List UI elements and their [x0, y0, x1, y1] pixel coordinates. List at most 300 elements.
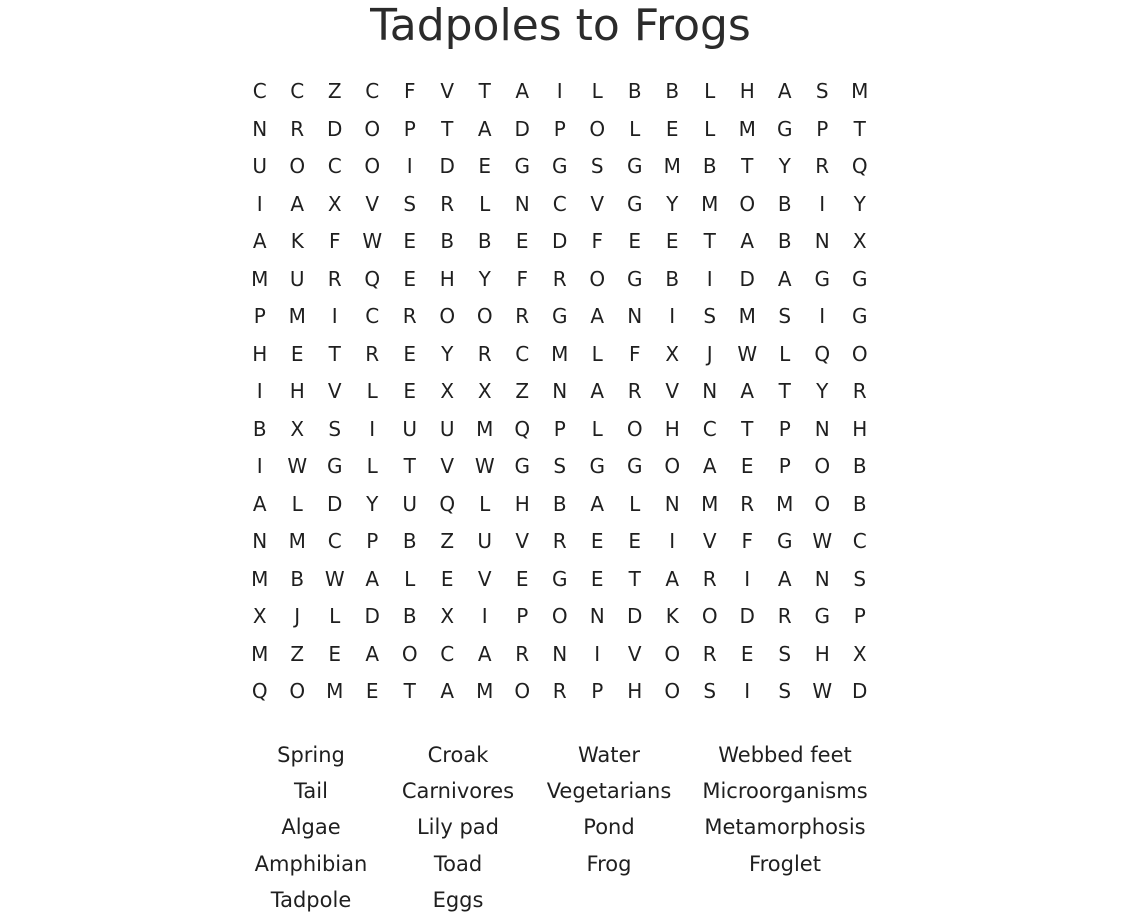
grid-cell[interactable]: Y — [478, 266, 491, 291]
grid-cell[interactable]: U — [402, 491, 418, 516]
grid-cell[interactable]: M — [251, 566, 269, 591]
grid-cell[interactable]: J — [294, 604, 301, 628]
grid-cell[interactable]: T — [403, 679, 416, 703]
grid-cell[interactable]: C — [440, 641, 455, 666]
grid-cell[interactable]: I — [406, 154, 413, 178]
grid-cell[interactable]: C — [327, 154, 342, 178]
grid-cell[interactable]: L — [629, 491, 641, 516]
grid-cell[interactable]: C — [252, 79, 267, 103]
grid-cell[interactable]: G — [852, 266, 868, 291]
grid-cell[interactable]: S — [328, 416, 342, 441]
grid-cell[interactable]: L — [479, 191, 491, 216]
grid-cell[interactable]: O — [289, 679, 306, 703]
grid-cell[interactable]: M — [288, 529, 306, 553]
grid-cell[interactable]: B — [440, 229, 455, 253]
word-list-item: Frog — [586, 852, 632, 876]
grid-cell[interactable]: V — [365, 191, 380, 216]
grid-cell[interactable]: A — [777, 266, 792, 291]
grid-cell[interactable]: R — [702, 566, 717, 591]
grid-cell[interactable]: A — [777, 79, 792, 103]
grid-cell[interactable]: I — [256, 454, 263, 478]
grid-cell[interactable]: T — [441, 116, 454, 141]
grid-cell[interactable]: O — [664, 454, 681, 478]
grid-cell[interactable]: T — [403, 454, 416, 478]
grid-cell[interactable]: L — [366, 454, 378, 478]
grid-cell[interactable]: A — [777, 566, 792, 591]
grid-cell[interactable]: F — [628, 341, 641, 366]
grid-cell[interactable]: C — [515, 341, 530, 366]
grid-cell[interactable]: A — [290, 191, 305, 216]
grid-cell[interactable]: R — [852, 379, 867, 403]
grid-cell[interactable]: Z — [290, 641, 305, 666]
grid-cell[interactable]: U — [439, 416, 455, 441]
grid-cell[interactable]: I — [594, 641, 601, 666]
grid-cell[interactable]: D — [364, 604, 380, 628]
word-list-item: Toad — [433, 852, 483, 876]
grid-cell[interactable]: S — [703, 304, 717, 328]
grid-cell[interactable]: H — [664, 416, 680, 441]
grid-cell[interactable]: D — [552, 229, 568, 253]
grid-cell[interactable]: V — [327, 379, 342, 403]
grid-cell[interactable]: P — [403, 116, 416, 141]
grid-cell[interactable]: L — [591, 416, 603, 441]
grid-cell[interactable]: L — [366, 379, 378, 403]
grid-cell[interactable]: X — [290, 416, 305, 441]
grid-cell[interactable]: R — [402, 304, 417, 328]
grid-cell[interactable]: G — [777, 116, 793, 141]
grid-cell[interactable]: I — [256, 379, 263, 403]
grid-cell[interactable]: M — [701, 491, 719, 516]
grid-cell[interactable]: P — [816, 116, 829, 141]
grid-cell[interactable]: F — [741, 529, 753, 553]
grid-cell[interactable]: B — [402, 529, 417, 553]
grid-cell[interactable]: M — [476, 416, 494, 441]
grid-cell[interactable]: A — [740, 379, 755, 403]
grid-cell[interactable]: C — [327, 529, 342, 553]
grid-cell[interactable]: E — [328, 641, 342, 666]
grid-cell[interactable]: S — [853, 566, 867, 591]
grid-cell[interactable]: G — [627, 266, 643, 291]
grid-cell[interactable]: X — [252, 604, 267, 628]
grid-cell[interactable]: F — [403, 79, 416, 103]
grid-cell[interactable]: R — [290, 116, 305, 141]
grid-cell[interactable]: D — [739, 266, 755, 291]
grid-cell[interactable]: F — [591, 229, 603, 253]
word-list-item: Algae — [281, 815, 341, 839]
grid-cell[interactable]: N — [627, 304, 643, 328]
grid-cell[interactable]: O — [364, 116, 381, 141]
grid-cell[interactable]: S — [778, 641, 792, 666]
grid-cell[interactable]: Z — [440, 529, 455, 553]
grid-cell[interactable]: B — [402, 604, 417, 628]
grid-cell[interactable]: S — [590, 154, 604, 178]
grid-cell[interactable]: Q — [851, 154, 868, 178]
grid-cell[interactable]: X — [440, 604, 455, 628]
grid-cell[interactable]: T — [328, 341, 341, 366]
grid-cell[interactable]: E — [515, 566, 529, 591]
grid-cell[interactable]: O — [514, 679, 531, 703]
grid-cell[interactable]: W — [287, 454, 308, 478]
grid-cell[interactable]: L — [404, 566, 416, 591]
grid-cell[interactable]: N — [552, 641, 568, 666]
word-list-item: Lily pad — [416, 815, 499, 839]
grid-cell[interactable]: N — [814, 416, 830, 441]
grid-cell[interactable]: O — [289, 154, 306, 178]
grid-cell[interactable]: V — [627, 641, 642, 666]
word-list-item: Webbed feet — [718, 743, 852, 767]
grid-cell[interactable]: V — [440, 454, 455, 478]
grid-cell[interactable]: A — [590, 304, 605, 328]
grid-cell[interactable]: I — [669, 304, 676, 328]
grid-cell[interactable]: S — [403, 191, 417, 216]
grid-cell[interactable]: I — [556, 79, 563, 103]
grid-cell[interactable]: D — [852, 679, 868, 703]
grid-cell[interactable]: M — [701, 191, 719, 216]
grid-cell[interactable]: E — [515, 229, 529, 253]
grid-cell[interactable]: M — [663, 154, 681, 178]
grid-cell[interactable]: N — [664, 491, 680, 516]
grid-cell[interactable]: Y — [853, 191, 866, 216]
grid-cell[interactable]: L — [629, 116, 641, 141]
grid-cell[interactable]: G — [627, 154, 643, 178]
grid-cell[interactable]: S — [778, 679, 792, 703]
grid-cell[interactable]: H — [852, 416, 868, 441]
grid-cell[interactable]: I — [331, 304, 338, 328]
grid-cell[interactable]: L — [591, 341, 603, 366]
grid-cell[interactable]: E — [665, 229, 679, 253]
grid-cell[interactable]: E — [665, 116, 679, 141]
grid-cell[interactable]: I — [706, 266, 713, 291]
grid-cell[interactable]: Y — [666, 191, 679, 216]
grid-cell[interactable]: Y — [366, 491, 379, 516]
grid-cell[interactable]: C — [365, 79, 380, 103]
grid-cell[interactable]: R — [777, 604, 792, 628]
grid-cell[interactable]: T — [628, 566, 641, 591]
grid-cell[interactable]: V — [477, 566, 492, 591]
grid-cell[interactable]: H — [439, 266, 455, 291]
grid-cell[interactable]: A — [515, 79, 530, 103]
grid-cell[interactable]: L — [704, 116, 716, 141]
grid-cell[interactable]: G — [552, 154, 568, 178]
grid-cell[interactable]: O — [664, 641, 681, 666]
word-list-item: Croak — [427, 743, 489, 767]
grid-cell[interactable]: A — [477, 641, 492, 666]
grid-cell[interactable]: L — [779, 341, 791, 366]
grid-cell[interactable]: M — [851, 79, 869, 103]
grid-cell[interactable]: G — [514, 454, 530, 478]
grid-cell[interactable]: U — [477, 529, 493, 553]
grid-cell[interactable]: I — [744, 566, 751, 591]
grid-cell[interactable]: C — [290, 79, 305, 103]
grid-cell[interactable]: V — [515, 529, 530, 553]
grid-cell[interactable]: D — [514, 116, 530, 141]
grid-cell[interactable]: S — [778, 304, 792, 328]
grid-cell[interactable]: O — [814, 454, 831, 478]
grid-cell[interactable]: H — [814, 641, 830, 666]
grid-cell[interactable]: L — [704, 79, 716, 103]
grid-cell[interactable]: W — [812, 529, 833, 553]
grid-cell[interactable]: W — [737, 341, 758, 366]
grid-cell[interactable]: I — [819, 304, 826, 328]
grid-cell[interactable]: W — [362, 229, 383, 253]
grid-cell[interactable]: E — [740, 641, 754, 666]
grid-cell[interactable]: R — [552, 266, 567, 291]
grid-cell[interactable]: X — [852, 641, 867, 666]
word-list-item: Water — [577, 743, 641, 767]
grid-cell[interactable]: H — [739, 79, 755, 103]
grid-cell[interactable]: P — [853, 604, 866, 628]
grid-cell[interactable]: I — [481, 604, 488, 628]
grid-cell[interactable]: M — [738, 116, 756, 141]
grid-cell[interactable]: L — [479, 491, 491, 516]
grid-cell[interactable]: P — [591, 679, 604, 703]
grid-cell[interactable]: G — [552, 304, 568, 328]
grid-cell[interactable]: R — [740, 491, 755, 516]
grid-cell[interactable]: A — [477, 116, 492, 141]
grid-cell[interactable]: N — [702, 379, 718, 403]
grid-cell[interactable]: E — [403, 379, 417, 403]
grid-cell[interactable]: X — [440, 379, 455, 403]
grid-cell[interactable]: B — [552, 491, 567, 516]
grid-cell[interactable]: F — [328, 229, 341, 253]
grid-cell[interactable]: R — [365, 341, 380, 366]
grid-cell[interactable]: E — [628, 529, 642, 553]
grid-cell[interactable]: E — [740, 454, 754, 478]
grid-cell[interactable]: O — [664, 679, 681, 703]
grid-cell[interactable]: R — [702, 641, 717, 666]
grid-cell[interactable]: N — [514, 191, 530, 216]
grid-cell[interactable]: A — [365, 641, 380, 666]
grid-cell[interactable]: H — [289, 379, 305, 403]
grid-cell[interactable]: Q — [251, 679, 268, 703]
grid-cell[interactable]: M — [738, 304, 756, 328]
grid-cell[interactable]: C — [552, 191, 567, 216]
grid-cell[interactable]: E — [440, 566, 454, 591]
word-list-item: Eggs — [432, 888, 484, 912]
grid-cell[interactable]: I — [819, 191, 826, 216]
grid-cell[interactable]: J — [706, 341, 713, 366]
grid-cell[interactable]: G — [627, 191, 643, 216]
grid-cell[interactable]: C — [702, 416, 717, 441]
grid-cell[interactable]: E — [590, 566, 604, 591]
grid-cell[interactable]: G — [327, 454, 343, 478]
grid-cell[interactable]: T — [741, 416, 754, 441]
grid-cell[interactable]: E — [628, 229, 642, 253]
grid-cell[interactable]: D — [327, 116, 343, 141]
grid-cell[interactable]: R — [815, 154, 830, 178]
grid-cell[interactable]: I — [369, 416, 376, 441]
grid-cell[interactable]: O — [814, 491, 831, 516]
grid-cell[interactable]: C — [365, 304, 380, 328]
grid-cell[interactable]: R — [515, 304, 530, 328]
grid-cell[interactable]: B — [665, 79, 680, 103]
grid-cell[interactable]: Q — [364, 266, 381, 291]
grid-cell[interactable]: P — [778, 454, 791, 478]
grid-cell[interactable]: P — [253, 304, 266, 328]
grid-cell[interactable]: D — [627, 604, 643, 628]
grid-cell[interactable]: B — [627, 79, 642, 103]
grid-cell[interactable]: O — [551, 604, 568, 628]
grid-cell[interactable]: R — [477, 341, 492, 366]
grid-cell[interactable]: A — [665, 566, 680, 591]
grid-cell[interactable]: N — [589, 604, 605, 628]
grid-cell[interactable]: Y — [778, 154, 791, 178]
grid-cell[interactable]: E — [403, 229, 417, 253]
grid-cell[interactable]: G — [852, 304, 868, 328]
grid-cell[interactable]: N — [814, 566, 830, 591]
grid-cell[interactable]: Y — [441, 341, 454, 366]
grid-cell[interactable]: S — [815, 79, 829, 103]
grid-cell[interactable]: G — [552, 566, 568, 591]
grid-cell[interactable]: B — [290, 566, 305, 591]
grid-cell[interactable]: E — [403, 341, 417, 366]
grid-cell[interactable]: N — [814, 229, 830, 253]
grid-cell[interactable]: T — [741, 154, 754, 178]
grid-cell[interactable]: M — [288, 304, 306, 328]
grid-cell[interactable]: A — [590, 491, 605, 516]
grid-cell[interactable]: B — [665, 266, 680, 291]
grid-cell[interactable]: T — [778, 379, 791, 403]
grid-cell[interactable]: B — [477, 229, 492, 253]
grid-cell[interactable]: U — [252, 154, 268, 178]
grid-cell[interactable]: H — [627, 679, 643, 703]
grid-cell[interactable]: L — [291, 491, 303, 516]
grid-cell[interactable]: E — [365, 679, 379, 703]
grid-cell[interactable]: E — [290, 341, 304, 366]
grid-cell[interactable]: B — [852, 454, 867, 478]
grid-cell[interactable]: M — [476, 679, 494, 703]
grid-cell[interactable]: T — [853, 116, 866, 141]
grid-cell[interactable]: U — [289, 266, 305, 291]
grid-cell[interactable]: D — [327, 491, 343, 516]
grid-cell[interactable]: B — [252, 416, 267, 441]
grid-cell[interactable]: M — [326, 679, 344, 703]
grid-cell[interactable]: N — [252, 116, 268, 141]
grid-cell[interactable]: G — [777, 529, 793, 553]
grid-cell[interactable]: O — [364, 154, 381, 178]
grid-cell[interactable]: R — [515, 641, 530, 666]
grid-cell[interactable]: H — [252, 341, 268, 366]
grid-cell[interactable]: O — [701, 604, 718, 628]
grid-cell[interactable]: H — [514, 491, 530, 516]
grid-cell[interactable]: W — [812, 679, 833, 703]
grid-cell[interactable]: G — [514, 154, 530, 178]
grid-cell[interactable]: R — [552, 679, 567, 703]
grid-cell[interactable]: K — [290, 229, 304, 253]
grid-cell[interactable]: A — [590, 379, 605, 403]
grid-cell[interactable]: V — [665, 379, 680, 403]
grid-cell[interactable]: G — [627, 454, 643, 478]
grid-cell[interactable]: R — [327, 266, 342, 291]
grid-cell[interactable]: X — [852, 229, 867, 253]
grid-cell[interactable]: N — [252, 529, 268, 553]
letter-grid[interactable] — [241, 73, 878, 710]
grid-cell[interactable]: I — [669, 529, 676, 553]
grid-cell[interactable]: F — [516, 266, 528, 291]
grid-cell[interactable]: C — [852, 529, 867, 553]
grid-cell[interactable]: Q — [439, 491, 456, 516]
grid-cell[interactable]: M — [251, 266, 269, 291]
grid-cell[interactable]: A — [365, 566, 380, 591]
grid-cell[interactable]: S — [553, 454, 567, 478]
grid-cell[interactable]: R — [552, 529, 567, 553]
grid-cell[interactable]: U — [402, 416, 418, 441]
grid-cell[interactable]: B — [852, 491, 867, 516]
grid-cell[interactable]: A — [702, 454, 717, 478]
grid-cell[interactable]: N — [552, 379, 568, 403]
grid-cell[interactable]: Z — [327, 79, 342, 103]
grid-cell[interactable]: Q — [814, 341, 831, 366]
grid-cell[interactable]: E — [403, 266, 417, 291]
grid-cell[interactable]: L — [329, 604, 341, 628]
grid-cell[interactable]: B — [702, 154, 717, 178]
grid-cell[interactable]: Q — [514, 416, 531, 441]
grid-cell[interactable]: O — [401, 641, 418, 666]
grid-cell[interactable]: P — [366, 529, 379, 553]
grid-cell[interactable]: A — [740, 229, 755, 253]
grid-cell[interactable]: L — [591, 79, 603, 103]
grid-cell[interactable]: M — [251, 641, 269, 666]
grid-cell[interactable]: D — [439, 154, 455, 178]
grid-cell[interactable]: V — [590, 191, 605, 216]
grid-cell[interactable]: G — [814, 266, 830, 291]
grid-cell[interactable]: O — [626, 416, 643, 441]
grid-cell[interactable]: G — [589, 454, 605, 478]
grid-cell[interactable]: I — [744, 679, 751, 703]
grid-cell[interactable]: M — [776, 491, 794, 516]
word-list-item: Microorganisms — [702, 779, 868, 803]
grid-cell[interactable]: R — [440, 191, 455, 216]
grid-cell[interactable]: X — [477, 379, 492, 403]
grid-cell[interactable]: D — [739, 604, 755, 628]
grid-cell[interactable]: A — [440, 679, 455, 703]
grid-cell[interactable]: X — [327, 191, 342, 216]
grid-cell[interactable]: O — [589, 266, 606, 291]
grid-cell[interactable]: W — [474, 454, 495, 478]
grid-cell[interactable]: Z — [515, 379, 530, 403]
grid-cell[interactable]: S — [703, 679, 717, 703]
grid-cell[interactable]: O — [439, 304, 456, 328]
grid-cell[interactable]: K — [665, 604, 679, 628]
grid-cell[interactable]: A — [252, 229, 267, 253]
grid-cell[interactable]: V — [440, 79, 455, 103]
grid-cell[interactable]: A — [252, 491, 267, 516]
grid-cell[interactable]: B — [777, 191, 792, 216]
grid-cell[interactable]: P — [553, 416, 566, 441]
grid-cell[interactable]: O — [589, 116, 606, 141]
grid-cell[interactable]: O — [476, 304, 493, 328]
grid-cell[interactable]: P — [778, 416, 791, 441]
grid-cell[interactable]: M — [551, 341, 569, 366]
grid-cell[interactable]: P — [553, 116, 566, 141]
grid-cell[interactable]: G — [814, 604, 830, 628]
grid-cell[interactable]: R — [627, 379, 642, 403]
grid-cell[interactable]: E — [590, 529, 604, 553]
grid-cell[interactable]: W — [324, 566, 345, 591]
grid-cell[interactable]: X — [665, 341, 680, 366]
grid-cell[interactable]: O — [739, 191, 756, 216]
grid-cell[interactable]: O — [851, 341, 868, 366]
grid-cell[interactable]: T — [703, 229, 716, 253]
grid-cell[interactable]: P — [516, 604, 529, 628]
grid-cell[interactable]: Y — [816, 379, 829, 403]
word-list-item: Tadpole — [270, 888, 352, 912]
grid-cell[interactable]: T — [478, 79, 491, 103]
grid-cell[interactable]: E — [478, 154, 492, 178]
grid-cell[interactable]: I — [256, 191, 263, 216]
grid-cell[interactable]: B — [777, 229, 792, 253]
grid-cell[interactable]: V — [702, 529, 717, 553]
